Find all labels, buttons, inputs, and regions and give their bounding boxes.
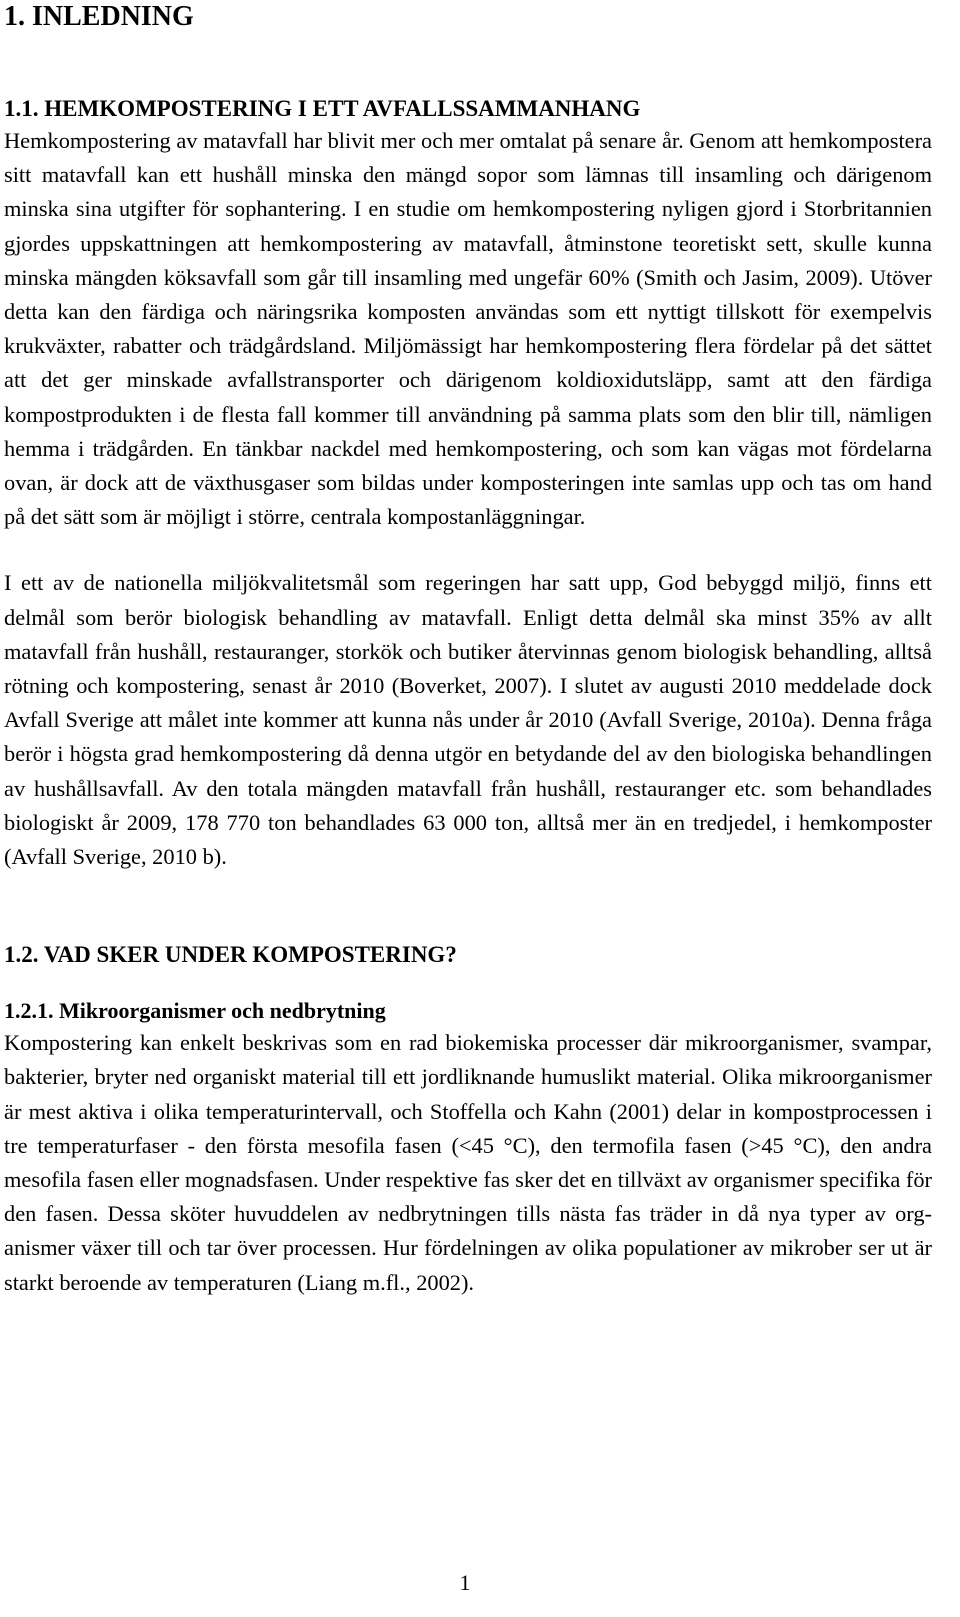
section-heading-1-1: 1.1. HEMKOMPOSTERING I ETT AVFALLSSAMMANHANG (4, 96, 641, 121)
section-1-2-1-paragraph: Kompostering kan enkelt beskrivas som en rad biokemiska processer där mikroorganismer, svampar, bakterier, bryter ned organiskt material till ett jordliknande humuslikt material. Olika mikroorganismer är mest aktiva i olika temperaturintervall, och Stoffella och Kahn (2001) delar in kompostprocessen i tre temperaturfaser - den första mesofila fasen (<45 °C), den termofila fasen (>45 °C), den andra mesofila fasen eller mognadsfasen. Under respektive fas sker det en tillväxt av organismer specifika för den fasen. Dessa sköter huvuddelen av nedbrytningen tills nästa fas träder in då nya typer av organismer växer till och tar över processen. Hur fördelningen av olika populationer av mikrober ser ut är starkt beroende av temperaturen (Liang m.fl., 2002). (4, 1030, 932, 1295)
subsection-heading-1-2-1: 1.2.1. Mikroorganismer och nedbrytning (4, 998, 386, 1024)
section-heading-1-2: 1.2. VAD SKER UNDER KOMPOSTERING? (4, 942, 457, 968)
section-1-1-paragraph-1: Hemkompostering av matavfall har blivit mer och mer omtalat på senare år. Genom att hemkompostera sitt matavfall kan ett hushåll minska den mängd sopor som lämnas till insamling och därigenom minska sina utgifter för sophantering. I en studie om hemkompostering nyligen gjord i Storbritannien gjordes uppskattningen att hemkompostering av matavfall, åtminstone teoretiskt sett, skulle kunna minska mängden köksavfall som går till insamling med ungefär 60% (Smith och Jasim, 2009). Utöver detta kan den färdiga och näringsrika komposten användas som ett nyttigt tillskott för exempelvis krukväxter, rabatter och trädgårdsland. Miljömässigt har hemkompostering flera fördelar på det sättet att det ger minskade avfallstransporter och därigenom koldioxidutsläpp, samt att den färdiga kompostprodukten i de flesta fall kommer till användning på samma plats som den blir till, nämligen hemma i trädgården. En tänkbar nackdel med hemkompostering, och som kan vägas mot fördelarna ovan, är dock att de växthusgaser som bildas under komposteringen inte samlas upp och tas om hand på det sätt som är möjligt i större, centrala kompostanläggningar. (4, 128, 932, 530)
chapter-title: 1. INLEDNING (4, 1, 194, 32)
page-number: 1 (459, 1570, 471, 1595)
section-1-1-paragraph-2: I ett av de nationella miljökvalitetsmål som regeringen har satt upp, God bebyggd miljö, finns ett delmål som berör biologisk behandling av matavfall. Enligt detta delmål ska minst 35% av allt matavfall från hushåll, restauranger, storkök och butiker återvinnas genom biologisk behandling, alltså rötning och kompostering, senast år 2010 (Boverket, 2007). I slutet av augusti 2010 meddelade dock Avfall Sverige att målet inte kommer att kunna nås under år 2010 (Avfall Sverige, 2010a). Denna fråga berör i högsta grad hemkompostering då denna utgör en betydande del av den biologiska behandlingen av hushållsavfall. Av den totala mängden matavfall från hushåll, restauranger etc. som behandlades biologiskt år 2009, 178 770 ton behandlades 63 000 ton, alltså mer än en tredjedel, i hemkomposter (Avfall Sverige, 2010 b). (4, 570, 932, 870)
document-page (4, 0, 932, 1300)
